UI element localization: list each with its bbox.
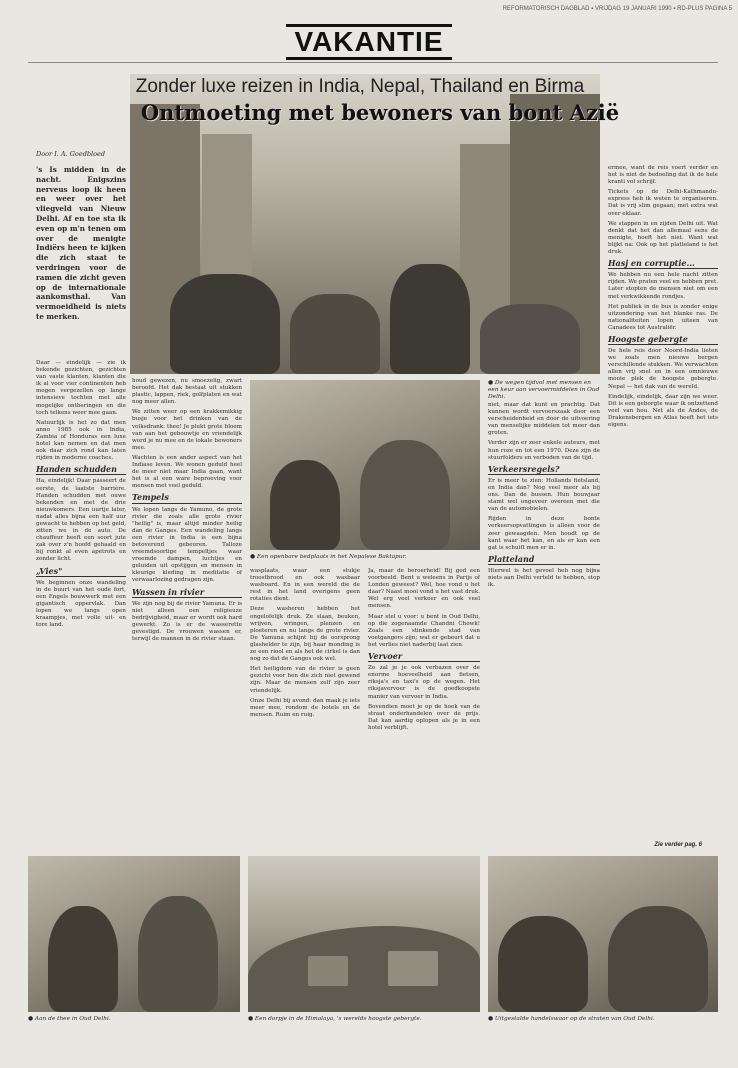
paragraph: Ha, eindelijk! Daar passeert de eerste, de laatste barrière. Handen schudden met ouwe bekenden en met de drie nieuwkomers. Een uurtje later, nadat alles bijna een half uur gewacht te hebben op het geld, zitten we in de auto. De chauffeur heeft een soort jute zak over z'n hoofd gehaald en bij ronkt al even apetrots en zonder licht. [36, 478, 126, 563]
paragraph: Ja, maar de beroerheid! Bij god een voorbeeld. Bent u weleens in Parijs of Londen geweest? Wel, hoe vond u het daar? Naast mooi vond u het vast druk. Wel erg veel verkeer en ook veel mensen. [368, 568, 480, 610]
subheading: Handen schudden [36, 466, 126, 475]
tea-photo [28, 856, 240, 1012]
paragraph: Tickets op de Delhi-Kathmandu-express heb ik weten te organiseren. Dat is vrij slim gegaan; met extra wat over eklaar. [608, 189, 718, 217]
subheading: Verkeersregels? [488, 466, 600, 475]
column-1 [36, 360, 126, 845]
article-lead: 's Is midden in de nacht. Enigszins nerveus loop ik heen en weer over het vliegveld van Nieuw Delhi. Af en toe sta ik even op m'n tenen om over de menigte Indiërs heen te kijken die zich staat te verdringen voor de ramen die zicht geven op de internationale aankomsthal. Van vermoeidheid is niets te merken. [36, 165, 126, 321]
subheading: Hasj en corruptie... [608, 260, 718, 269]
paragraph: Het publiek in de bus is zonder enige uitzondering van het blanke ras. De nationaliteiten lopen uiteen van Canadees tot Australiër. [608, 303, 718, 331]
paragraph: Hierwel is het gevoel heb nog bijna niets aan Delhi verteld te hebben, stop ik. [488, 567, 600, 589]
paragraph: Daar — eindelijk — zie ik bekende gezichten, gezichten van vaste klanten, klanten die ik al voor vier continenten heb mogen vergezellen op lange intensieve tochten met alle mogelijke ontberingen en die toch telkens weer mee gaan. [36, 360, 126, 416]
paragraph: houd gewezen, nu smoezelig, zwart beroofd. Het dak bestaat uit stukken plastic, lappen, riek, golfplaten en wat nog meer allen. [132, 378, 242, 406]
caption-text: Aan de thee in Oud Delhi. [34, 1016, 111, 1022]
street-goods-photo [488, 856, 718, 1012]
paragraph: De hele reis door Noord-India lieten we zoals men nieuwe bergen verschillende stukken. We verwachten allen vrij snel en in een omnieuwe mooie plek de hoogste gebergte. Nepal — het dak van de wereld. [608, 348, 718, 390]
paragraph: Verder zijn er zeer enkele auteurs, met hun roze en tot een 1970. Deze zijn de stuurfolders en verboden van de tijd. [488, 440, 600, 461]
paragraph: We lopen langs de Yamuno, de grote rivier die zoals alle grote rivier "heilig" is, maar altijd minder heilig dan de Ganges. Een wandeling langs een rivier in India is een bijna betoverend gebeuren. Talloze vreemdsoortige tempeltjes waar vreemde dampen, luchtjes en geluiden uit opstijgen en mensen in kleurige kleding in meditatie of verwaarlozing gedragen zijn. [132, 506, 242, 584]
column-6 [608, 165, 718, 835]
column-3 [250, 568, 360, 845]
column-4 [368, 568, 480, 845]
paragraph: Zo zal je je ook verbazen over de enorme hoeveelheid aan fietsen, riksja's en taxi's op de wegen. Het riksjavervoer is de goedkoopste manier van vervoer in India. [368, 665, 480, 700]
article-headline: Ontmoeting met bewoners van bont Azië [140, 100, 620, 125]
caption-text: De wegen tijdvol met mensen en een keur aan vervoermiddelen in Oud Delhi. [488, 380, 600, 400]
photo-caption [250, 554, 480, 561]
paragraph: niet, maar dat kunt en prachtig. Dat kunnen wordt vervoerszaak door een verscheidenheid en door de uitvoering van menselijke middelen tot meer dan groten. [488, 402, 600, 437]
subheading: Tempels [132, 494, 242, 503]
masthead-logo: VAKANTIE [286, 24, 451, 60]
photo-caption [488, 380, 600, 401]
caption-marker: ● [28, 1016, 34, 1022]
paragraph: Deze washeren hebben het ongelofelijk druk. Ze slaan, beuken, wrijven, wringen, plenzen en ploeteren en nu langs de grote rivier. De Yamuna schijnt bij de oorsprong glashelder te zijn, bij haar monding is ze een riool en als het de cirkel is dan nog zo dat de Ganges ook wel. [250, 606, 360, 663]
newspaper-header-line: REFORMATORISCH DAGBLAD ▪ VRIJDAG 19 JANUARI 1990 ▪ RD-PLUS PAGINA 5 [502, 6, 732, 12]
paragraph: Onze Delhi bij avond: dan maak je iets meer mee, rondom de hotels en de mensen. Ruim en ruig. [250, 697, 360, 718]
subheading: „Vies" [36, 568, 126, 577]
caption-marker: ● [248, 1016, 254, 1022]
paragraph: Bovendien moet je op de hoek van de straat onderhandelen over de prijs. Dat kan aardig oplopen als je in een hotel verblijft. [368, 703, 480, 731]
subheading: Vervoer [368, 653, 480, 662]
subheading: Wassen in rivier [132, 589, 242, 598]
photo-caption [488, 1016, 718, 1023]
caption-marker: ● [250, 554, 256, 560]
caption-marker: ● [488, 380, 494, 386]
paragraph: Er is meer te zien: Hollands fietsland, en India dan? Nog veel meer als bij ons. Dan de bussen. Hun bouwjaar stamt wel ongeveer overeen met die van de automobielen. [488, 477, 600, 513]
caption-text: Een openbare bedplaats in het Nepalese Baktapur. [256, 554, 407, 560]
continued-on-page: Zie verder pag. 6 [654, 842, 702, 848]
paragraph: We zijn nog bij de rivier Yamuna. Er is niet alleen een religieuze bedrijvigheid, maar er wordt ook hard gewerkt. Zo is er de wasserette gevestigd. De vrouwen wassen er, terwijl de mannen in de rivier staan. [132, 600, 242, 643]
paragraph: Rijden in deze bonte verkeersopvattingen is alleen voor de zeer gewaagden. Men houdt op de kant waar het kan, en als er kan een gat is schuift men er in. [488, 516, 600, 551]
paragraph: We stappen in en zijden Delhi uit. Wat denkt dat het dan allemaal eens de menigte, hoeft het niet. Want wat blijkt na: Ook op het platteland is het druk. [608, 220, 718, 256]
paragraph: ermee, want de reis voert verder en het is niet de bedoeling dat ik de hele kranti vol schrijf. [608, 165, 718, 186]
photo-caption [248, 1016, 480, 1023]
subheading: Hoogste gebergte [608, 336, 718, 345]
caption-marker: ● [488, 1016, 494, 1022]
paragraph: Maar stel u voor: u bent in Oud Delhi, op die zogenaamde Chandni Chowk! Zoals een stinkende stad van voetgangers zijn; wat er gebeurt dat u het verlies niet naderbij laat zien. [368, 613, 480, 648]
top-divider [28, 62, 718, 63]
paragraph: Het heiligdom van de rivier is geen gezicht voor hen die zich niet gewend zijn. Maar de mensen zelf zijn zeer vriendelijk. [250, 666, 360, 694]
caption-text: Uitgestalde handelswaar op de straten van Oud Delhi. [494, 1016, 655, 1022]
caption-text: Een dorpje in de Himalaya, 's werelds hoogste gebergte. [254, 1016, 422, 1022]
column-2 [132, 378, 242, 845]
paragraph: Natuurlijk is het zo dat men anno 1985 ook in India, Zambia of Honduras een luxe hotel kan nemen en dat men ook daar zich rond kan laten rijden in moderne coaches. [36, 419, 126, 462]
article-kicker: Zonder luxe reizen in India, Nepal, Thailand en Birma [135, 76, 585, 97]
masthead [0, 24, 738, 60]
paragraph: Eindelijk, eindelijk, daar zijn we weer. Dit is een geborgte waar ik ontzettend veel van hou. Net als de Andes, de Drakensbergen en Atlas heeft het iets eigens. [608, 393, 718, 428]
bed-place-photo [250, 380, 480, 550]
byline: Door I. A. Goedbloed [36, 150, 106, 158]
paragraph: wasplaats, waar een stukje troostbrood en ook wasbaar wasboard. En in een wereld die de rest in het land overigens geen rotaties dient. [250, 568, 360, 603]
column-5 [488, 402, 600, 845]
paragraph: Wachten is een ander aspect van het Indiase leven. We wonen geduld heel de meer niet maar India gaan, want het is al een ware beproeving voor mensen met veel geduld. [132, 454, 242, 490]
himalaya-village-photo [248, 856, 480, 1012]
photo-caption [28, 1016, 240, 1023]
paragraph: We zitten weer op een krakkemikkig busje voor het drinken van de volksdrank: thee! Je plukt grote bloem van aan het gebouwtje en vriendelijk word je nu mee en de lokale bewoners mee. [132, 409, 242, 451]
subheading: Platteland [488, 556, 600, 565]
paragraph: We beginnen onze wandeling in de buurt van het oude fort, een Engels bouwwerk met een gigantisch oppervlak. Dan lopen we langs open kraampjes, met volle uit- en tore land. [36, 579, 126, 629]
paragraph: We hebben nu een hele nacht zitten rijden. We praten veel en hebben pret. Later stopten de mensen niet om een met verkwikkende rondjes. [608, 272, 718, 300]
